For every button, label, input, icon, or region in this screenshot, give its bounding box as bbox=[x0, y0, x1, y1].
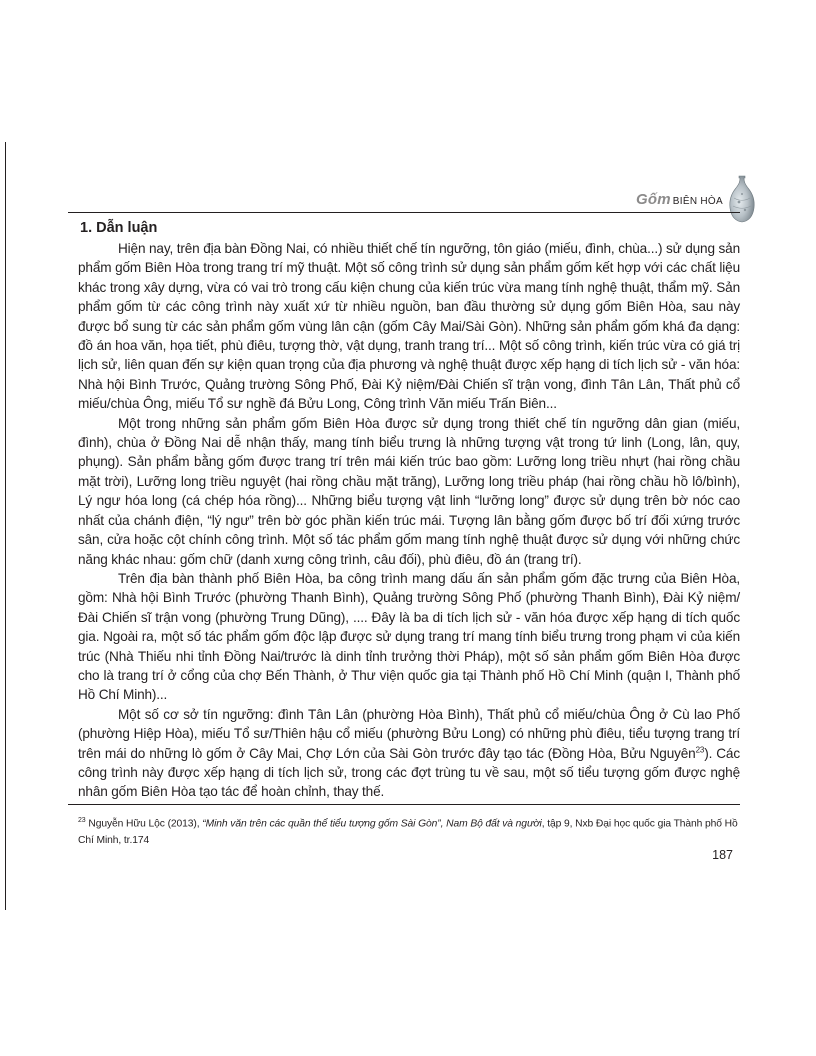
running-header bbox=[636, 192, 723, 210]
left-margin-rule bbox=[5, 142, 6, 910]
header-subtitle: BIÊN HÒA bbox=[672, 196, 723, 207]
footnote-divider bbox=[68, 804, 740, 805]
body-paragraph: Một trong những sản phẩm gốm Biên Hòa được sử dụng trong thiết chế tín ngưỡng dân gian (miếu, đình), chùa ở Đồng Nai dễ nhận thấy, mang tính biểu trưng là những tượng vật trong tứ linh (Long, lân, quy, phụng). Sản phẩm bằng gốm được trang trí trên mái kiến trúc bao gồm: Lưỡng long triều nhựt (hai rồng chầu mặt trời), Lưỡng long triều nguyệt (hai rồng chầu mặt trăng), Lưỡng long triều pháp (hai rồng chầu hồ lô/bình), Lý ngư hóa long (cá chép hóa rồng)... Những biểu tượng vật linh “lưỡng long” được sử dụng trên bờ nóc cao nhất của chánh điện, “lý ngư” trên bờ góc phần kiến trúc mái. Tượng lân bằng gốm được bố trí đối xứng trước sân, cửa hoặc cột chính công trình. Một số tác phẩm gốm mang tính nghệ thuật được sử dụng với những chức năng khác nhau: gốm chữ (danh xưng công trình, câu đối), phù điêu, đồ án (trang trí). bbox=[78, 415, 740, 567]
footnote bbox=[78, 812, 740, 849]
footnote-title: “Minh văn trên các quần thể tiểu tượng gốm Sài Gòn”, Nam Bộ đất và người bbox=[202, 818, 542, 830]
header-brand: Gốm bbox=[636, 191, 671, 208]
paragraph-text: Một số cơ sở tín ngưỡng: đình Tân Lân (phường Hòa Bình), Thất phủ cổ miếu/chùa Ông ở Cù lao Phố (phường Hiệp Hòa), miếu Tổ sư/Thiên hậu cổ miếu (phường Bửu Long) có những phù điêu, tiểu tượng trang trí trên mái do những lò gốm ở Cây Mai, Chợ Lớn của Sài Gòn trước đây tạo tác (Đồng Hòa, Bửu Nguyên bbox=[78, 706, 740, 761]
body-paragraph: Hiện nay, trên địa bàn Đồng Nai, có nhiều thiết chế tín ngưỡng, tôn giáo (miếu, đình, chùa...) sử dụng sản phẩm gốm Biên Hòa trong trang trí mỹ thuật. Một số công trình sử dụng sản phẩm gốm kết hợp với các chất liệu khác trong xây dựng, vừa có vai trò trong cấu kiện chung của kiến trúc vừa mang tính nghệ thuật, thẩm mỹ. Sản phẩm gốm từ các công trình này xuất xứ từ nhiều nguồn, ban đầu thường sử dụng gốm Biên Hòa, sau này được bổ sung từ các sản phẩm gốm vùng lân cận (gốm Cây Mai/Sài Gòn). Những sản phẩm gốm khá đa dạng: đồ án hoa văn, họa tiết, phù điêu, tượng thờ, vật dụng, tranh trang trí... Một số công trình, kiến trúc vừa có giá trị lịch sử, liên quan đến sự kiện quan trọng của địa phương và nghệ thuật được xếp hạng di tích lịch sử - văn hóa: Nhà hội Bình Trước, Quảng trường Sông Phố, Đài Kỷ niệm/Đài Chiến sĩ trận vong, đình Tân Lân, Thất phủ cổ miếu/chùa Ông, miếu Tổ sư nghề đá Bửu Long, Công trình Văn miếu Trấn Biên... bbox=[78, 241, 740, 412]
header-divider bbox=[68, 212, 740, 213]
body-paragraph: Trên địa bàn thành phố Biên Hòa, ba công trình mang dấu ấn sản phẩm gốm đặc trưng của Biên Hòa, gồm: Nhà hội Bình Trước (phường Thanh Bình), Quảng trường Sông Phố (phường Thanh Bình), Đài Kỷ niệm/Đài Chiến sĩ trận vong (phường Trung Dũng), .... Đây là ba di tích lịch sử - văn hóa được xếp hạng di tích quốc gia. Ngoài ra, một số tác phẩm gốm độc lập được sử dụng trang trí mang tính biểu trưng trong phạm vi của kiến trúc (Nhà Thiếu nhi tỉnh Đồng Nai/trước là dinh tỉnh trưởng thời Pháp), một số sản phẩm gốm Biên Hòa được cho là trang trí ở cổng của chợ Bến Thành, ở Thư viện quốc gia tại Thành phố Hồ Chí Minh (quận I, Thành phố Hồ Chí Minh)... bbox=[78, 570, 740, 703]
footnote-number: 23 bbox=[78, 817, 86, 824]
paragraph-text-tail: ). Các công trình này được xếp hạng di tích lịch sử, trong các đợt trùng tu về sau, một số tiểu tượng gốm được nghệ nhân gốm Biên Hòa tạo tác để hoàn chỉnh, thay thế. bbox=[78, 745, 740, 800]
footnote-author: Nguyễn Hữu Lộc (2013), bbox=[88, 818, 203, 830]
main-content bbox=[78, 218, 740, 802]
section-heading: 1. Dẫn luận bbox=[80, 220, 158, 236]
page-number: 187 bbox=[712, 848, 733, 862]
footnote-publication: , tập 9, Nxb Đại học quốc gia Thành phố Hồ Chí Minh, tr.174 bbox=[78, 818, 738, 847]
vase-icon bbox=[727, 174, 757, 224]
body-paragraph bbox=[78, 705, 740, 802]
footnote-ref[interactable]: 23 bbox=[695, 745, 705, 755]
